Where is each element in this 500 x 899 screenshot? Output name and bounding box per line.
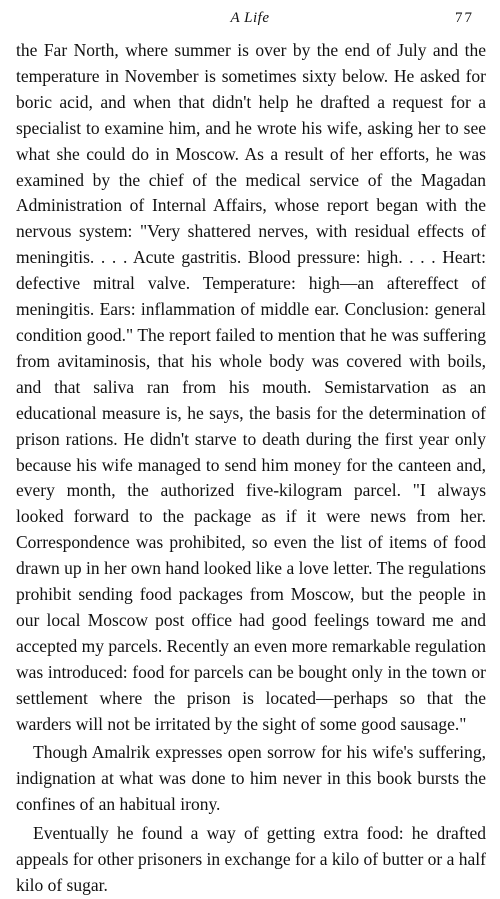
paragraph-continued: the Far North, where summer is over by the end of July and the temperature in November is sometimes sixty below. He asked for boric acid, and when that didn't help he drafted a request for a specialist to examine him, and he wrote his wife, asking her to see what she could do in Moscow. As a result of her efforts, he was examined by the chief of the medical service of the Magadan Administration of Internal Affairs, whose report began with the nervous system: "Very shattered nerves, with residual effects of meningitis. . . . Acute gastritis. Blood pressure: high. . . . Heart: defective mitral valve. Temperature: high—an aftereffect of meningitis. Ears: inflammation of middle ear. Conclusion: general condition good." The report failed to mention that he was suffering from avitaminosis, that his whole body was covered with boils, and that saliva ran from his mouth. Semistarvation as an educational measure is, he says, the basis for the determination of prison rations. He didn't starve to death during the first year only because his wife managed to send him money for the canteen and, every month, the authorized five-kilogram parcel. "I always looked forward to the package as if it were news from her. Correspondence was prohibited, so even the list of items of food drawn up in her own hand looked like a love letter. The regulations prohibit sending food packages from Moscow, but the people in our local Moscow post office had good feelings toward me and accepted my parcels. Recently an even more remarkable regulation was introduced: food for parcels can be bought only in the town or settlement where the prison is located—perhaps so that the warders will not be irritated by the sight of some good sausage.": [16, 40, 486, 734]
page-number: 77: [455, 10, 474, 26]
paragraph-amalrik-sorrow: Though Amalrik expresses open sorrow for his wife's suffering, indignation at what was done to him never in this book bursts the confines of an habitual irony.: [16, 742, 486, 815]
paragraph-extra-food: Eventually he found a way of getting extra food: he drafted appeals for other prisoners in exchange for a kilo of butter or a half kilo of sugar.: [16, 823, 486, 895]
body-text: [16, 38, 486, 899]
running-head: A Life: [230, 10, 270, 26]
page-header: [0, 10, 500, 32]
